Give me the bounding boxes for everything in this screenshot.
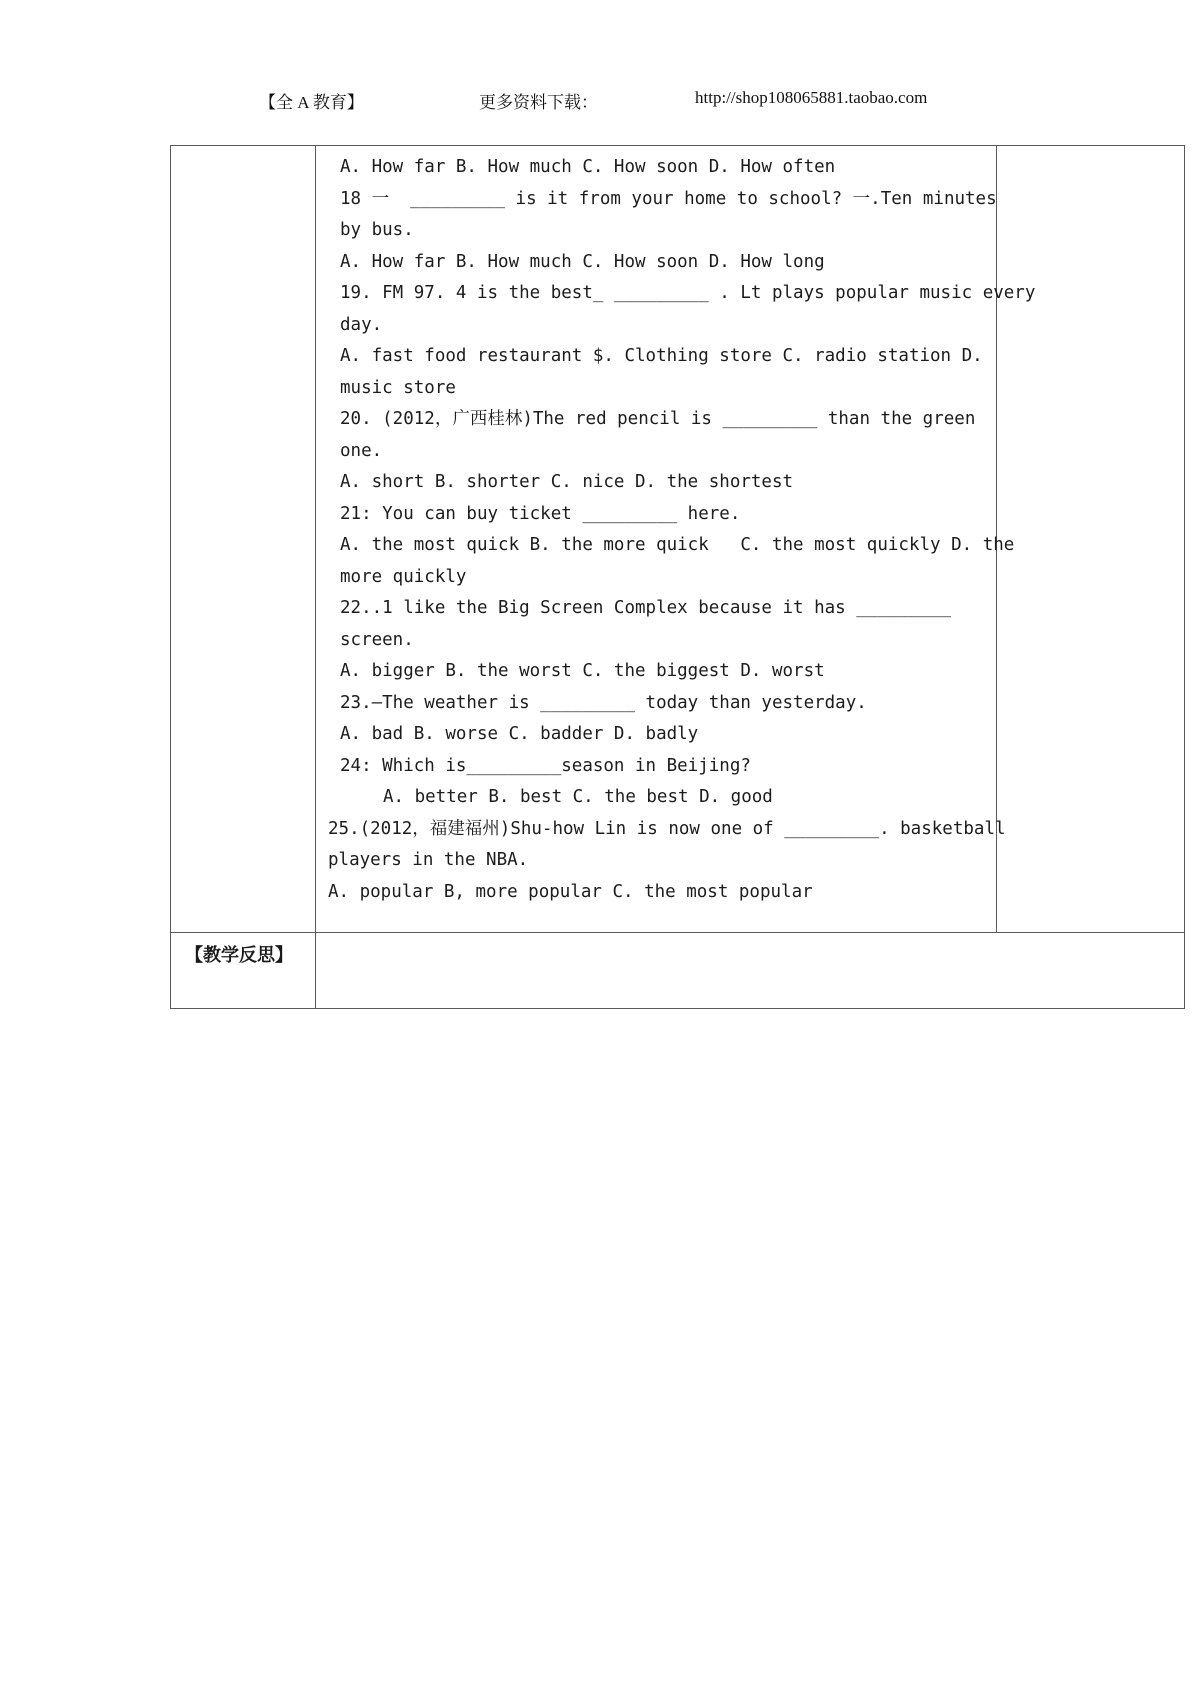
header-download-label: 更多资料下载： xyxy=(479,93,598,112)
exercise-line: by bus. xyxy=(340,220,414,240)
exercise-line: screen. xyxy=(340,629,414,650)
header-url[interactable]: http://shop108065881.taobao.com xyxy=(695,88,928,107)
exercise-line: A. fast food restaurant $. Clothing store C. radio station D. xyxy=(340,346,983,366)
exercise-cell xyxy=(316,146,1036,933)
exercise-row xyxy=(171,146,1185,933)
exercise-line: A. How far B. How much C. How soon D. How long xyxy=(340,251,825,272)
exercise-content xyxy=(316,146,1036,932)
exercise-line: 20. (2012，广西桂林)The red pencil is _________ than the green xyxy=(340,409,976,429)
exercise-line: players in the NBA. xyxy=(328,850,529,870)
exercise-line: A. better B. best C. the best D. good xyxy=(383,787,773,807)
reflection-content-cell xyxy=(316,933,1185,1009)
exercise-line: A. bigger B. the worst C. the biggest D. worst xyxy=(340,661,825,681)
exercise-line: A. popular B, more popular C. the most popular xyxy=(328,881,813,902)
exercise-line: A. the most quick B. the more quick C. the most quickly D. the xyxy=(340,535,1015,555)
reflection-row xyxy=(171,933,1185,1009)
exercise-line: 24: Which is_________season in Beijing? xyxy=(340,755,751,776)
right-cell xyxy=(997,146,1185,933)
reflection-label: 【教学反思】 xyxy=(185,945,293,966)
exercise-line: 21: You can buy ticket _________ here. xyxy=(340,503,741,524)
exercise-line: A. How far B. How much C. How soon D. How often xyxy=(340,157,836,177)
exercise-line: more quickly xyxy=(340,566,467,587)
exercise-line: 25.(2012，福建福州)Shu-how Lin is now one of _________. basketball xyxy=(328,818,1006,839)
left-cell xyxy=(171,146,316,933)
exercise-line: 18 一 _________ is it from your home to school? 一.Ten minutes xyxy=(340,188,997,209)
reflection-label-cell xyxy=(171,933,316,1009)
header-brand: 【全 A 教育】 xyxy=(259,93,364,112)
exercise-line: 23.—The weather is _________ today than yesterday. xyxy=(340,692,867,713)
lesson-table xyxy=(170,145,1185,1009)
exercise-line: A. short B. shorter C. nice D. the shortest xyxy=(340,472,794,492)
exercise-line: A. bad B. worse C. badder D. badly xyxy=(340,724,699,744)
exercise-line: one. xyxy=(340,440,383,461)
exercise-line: 19. FM 97. 4 is the best_ _________ . Lt plays popular music every xyxy=(340,283,1036,303)
exercise-line: 22..1 like the Big Screen Complex because it has _________ xyxy=(340,598,952,618)
exercise-line: day. xyxy=(340,314,383,335)
exercise-line: music store xyxy=(340,377,456,398)
